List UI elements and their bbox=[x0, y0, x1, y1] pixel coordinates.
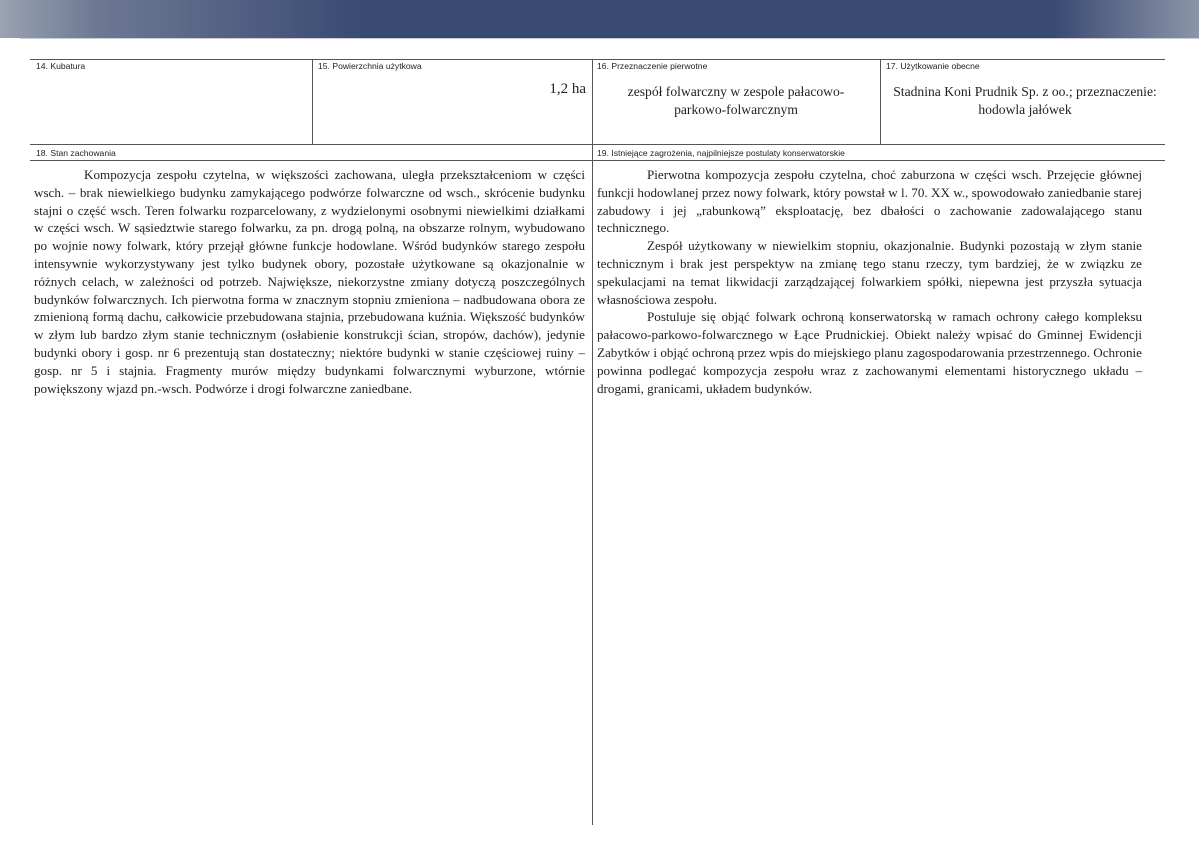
stan-paragraph: Kompozycja zespołu czytelna, w większości zachowana, uległa przekształceniom w części wsch. – brak niewielkiego budynku zamykającego podwórze folwarczne od wsch., skrócenie budynku stajni o część wsch. Teren folwarku rozparcelowany, z wydzielonymi osobnymi niewielkimi działkami w części wsch. W sąsiedztwie starego folwarku, za pn. drogą polną, na obszarze rolnym, wybudowano po wojnie nowy folwark, który przejął główne funkcje hodowlane. Wśród budynków starego zespołu intensywnie wykorzystywany jest tylko budynek obory, pozostałe użytkowane są okazjonalnie w różnych celach, w zależności od potrzeb. Największe, niekorzystne zmiany dotyczą poszczególnych budynków folwarcznych. Ich pierwotna forma w znacznym stopniu zmieniona – nadbudowana obora ze zmienioną formą dachu, całkowicie przebudowana stajnia, przebudowana kuźnia. Większość budynków w złym lub bardzo złym stanie technicznym (osłabienie konstrukcji ścian, stropów, dachów), jedynie budynki obory i gosp. nr 6 prezentują stan dostateczny; niektóre budynki w stanie częściowej ruiny – gosp. nr 5 i stajnia. Fragmenty murów między budynkami folwarcznymi wyburzone, wtórnie powiększony wjazd pn.-wsch. Podwórze i drogi folwarczne zaniedbane. bbox=[34, 167, 585, 396]
przeznaczenie-value: zespół folwarczny w zespole pałacowo-parkowo-folwarcznym bbox=[627, 84, 845, 117]
col-divider-3 bbox=[880, 59, 881, 144]
zagrozenia-paragraph-2: Zespół użytkowany w niewielkim stopniu, okazjonalnie. Budynki pozostają w złym stanie technicznym i brak jest perspektyw na zmianę tego stanu rzeczy, tym bardziej, że w związku ze spekulacjami na temat likwidacji zarządzającej folwarkiem spółki, niepewna jest przyszła sytuacja własnościowa zespołu. bbox=[597, 238, 1142, 307]
uzytkowanie-value: Stadnina Koni Prudnik Sp. z oo.; przeznaczenie: hodowla jałówek bbox=[893, 84, 1157, 117]
kubatura-label: 14. Kubatura bbox=[36, 61, 86, 71]
scan-header-band bbox=[0, 0, 1199, 38]
col-divider-center bbox=[592, 59, 593, 825]
powierzchnia-value: 1,2 ha bbox=[549, 81, 586, 97]
row2-header-border bbox=[30, 160, 1165, 161]
stan-text-block bbox=[34, 166, 585, 397]
przeznaczenie-label: 16. Przeznaczenie pierwotne bbox=[597, 61, 708, 71]
zagrozenia-paragraph-3: Postuluje się objąć folwark ochroną konserwatorską w ramach ochrony całego kompleksu pałacowo-parkowo-folwarcznego w Łące Prudnickiej. Obiekt należy wpisać do Gminnej Ewidencji Zabytków i objąć ochroną przez wpis do miejskiego planu zagospodarowania przestrzennego. Ochronie powinna podlegać kompozycja zespołu wraz z zachowanymi elementami historycznego układu – drogami, granicami, układem budynków. bbox=[597, 309, 1142, 396]
zagrozenia-paragraph-1: Pierwotna kompozycja zespołu czytelna, choć zaburzona w części wsch. Przejęcie głównej funkcji hodowlanej przez nowy folwark, który powstał w l. 70. XX w., spowodowało zaniedbanie starej zabudowy i jej „rabunkową” eksploatację, bez dbałości o zachowanie zadowalającego stanu technicznego. bbox=[597, 167, 1142, 236]
zagrozenia-text-block bbox=[597, 166, 1142, 397]
table-top-border bbox=[30, 59, 1165, 60]
uzytkowanie-label: 17. Użytkowanie obecne bbox=[886, 61, 980, 71]
stan-label: 18. Stan zachowania bbox=[36, 148, 116, 158]
col-divider-1 bbox=[312, 59, 313, 144]
row1-bottom-border bbox=[30, 144, 1165, 145]
powierzchnia-label: 15. Powierzchnia użytkowa bbox=[318, 61, 422, 71]
zagrozenia-label: 19. Istniejące zagrożenia, najpilniejsze postulaty konserwatorskie bbox=[597, 148, 845, 158]
header-band-edge bbox=[20, 38, 1199, 39]
